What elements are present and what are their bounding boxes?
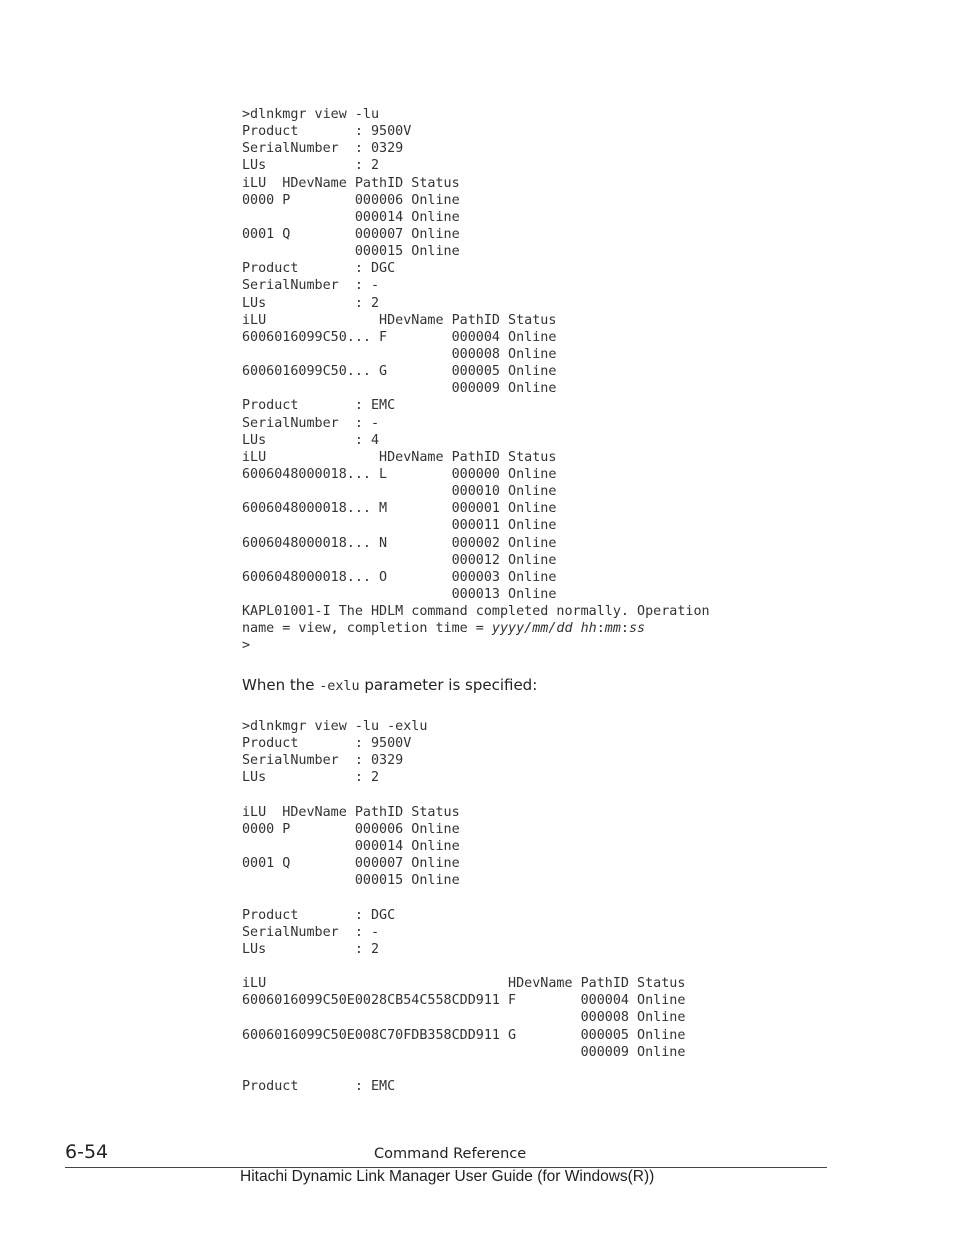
- code-line: LUs : 2: [242, 158, 380, 174]
- code-line: 6006016099C50... F 000004 Online: [242, 329, 557, 345]
- code-line: 000012 Online: [242, 552, 557, 568]
- code-line: 6006016099C50E008C70FDB358CDD911 G 000005 Online: [242, 1027, 686, 1043]
- code-line: Product : 9500V: [242, 124, 412, 140]
- code-line: 000008 Online: [242, 346, 557, 362]
- prose-before: When the: [242, 676, 320, 694]
- code-line: SerialNumber : 0329: [242, 141, 404, 157]
- code-line: 000015 Online: [242, 873, 460, 889]
- code-line: [242, 787, 685, 804]
- exlu-inline-code: -exlu: [319, 679, 360, 694]
- code-line: 6006048000018... N 000002 Online: [242, 535, 557, 551]
- footer-section-title: Command Reference: [374, 1146, 527, 1162]
- code-line: iLU HDevName PathID Status: [242, 976, 686, 992]
- code-line: iLU HDevName PathID Status: [242, 804, 460, 820]
- code-line: iLU HDevName PathID Status: [242, 312, 557, 328]
- code-line: 000015 Online: [242, 244, 460, 260]
- code-line: 6006048000018... L 000000 Online: [242, 466, 557, 482]
- time-ss-placeholder: ss: [628, 621, 646, 637]
- completion-time-line: [242, 620, 710, 637]
- command-example-view-lu-exlu: [242, 718, 685, 1095]
- code-line: SerialNumber : 0329: [242, 753, 404, 769]
- code-line: >dlnkmgr view -lu -exlu: [242, 719, 428, 734]
- code-line: KAPL01001-I The HDLM command completed normally. Operation: [242, 604, 710, 620]
- code-line: 000014 Online: [242, 838, 460, 854]
- prompt-line: >: [242, 638, 251, 654]
- code-line: 000009 Online: [242, 381, 557, 397]
- code-line: 000013 Online: [242, 586, 557, 602]
- code-line: LUs : 2: [242, 770, 380, 786]
- code-line: LUs : 4: [242, 432, 380, 448]
- code-line: LUs : 2: [242, 295, 380, 311]
- code-line: iLU HDevName PathID Status: [242, 175, 460, 191]
- completion-line-prefix: name = view, completion time =: [242, 621, 492, 637]
- footer-document-title: Hitachi Dynamic Link Manager User Guide (for Windows(R)): [240, 1168, 655, 1185]
- exlu-intro-paragraph: [242, 675, 537, 697]
- code-line: SerialNumber : -: [242, 278, 380, 294]
- code-line: 0001 Q 000007 Online: [242, 856, 460, 872]
- time-colon: :: [596, 621, 605, 637]
- code-line: 000010 Online: [242, 484, 557, 500]
- code-line: SerialNumber : -: [242, 924, 380, 940]
- code-line: 000008 Online: [242, 1010, 686, 1026]
- code-line: [242, 889, 685, 906]
- time-space: [573, 621, 581, 636]
- code-line: LUs : 2: [242, 941, 380, 957]
- time-date-placeholder: yyyy/mm/dd: [491, 621, 573, 637]
- code-line: 000014 Online: [242, 209, 460, 225]
- code-line: iLU HDevName PathID Status: [242, 449, 557, 465]
- command-example-view-lu: [242, 106, 710, 655]
- code-line: Product : EMC: [242, 1078, 396, 1094]
- code-line: 6006048000018... O 000003 Online: [242, 569, 557, 585]
- code-line: 0001 Q 000007 Online: [242, 226, 460, 242]
- code-line: SerialNumber : -: [242, 415, 380, 431]
- code-line: 000009 Online: [242, 1044, 686, 1060]
- code-line: 0000 P 000006 Online: [242, 192, 460, 208]
- page-number: 6-54: [65, 1141, 109, 1163]
- code-line: Product : EMC: [242, 398, 396, 414]
- time-hh-placeholder: hh: [580, 621, 597, 637]
- code-line: Product : 9500V: [242, 736, 412, 752]
- code-line: 000011 Online: [242, 518, 557, 534]
- time-colon: :: [620, 621, 629, 637]
- code-line: Product : DGC: [242, 261, 396, 277]
- code-line: 6006016099C50... G 000005 Online: [242, 364, 557, 380]
- code-line: 6006048000018... M 000001 Online: [242, 501, 557, 517]
- code-line: 6006016099C50E0028CB54C558CDD911 F 000004 Online: [242, 993, 686, 1009]
- code-line: [242, 1061, 685, 1078]
- code-line: 0000 P 000006 Online: [242, 821, 460, 837]
- prose-after: parameter is specified:: [359, 676, 538, 694]
- code-line: [242, 958, 685, 975]
- code-line: >dlnkmgr view -lu: [242, 107, 380, 122]
- time-mm-placeholder: mm: [604, 621, 621, 637]
- code-line: Product : DGC: [242, 907, 396, 923]
